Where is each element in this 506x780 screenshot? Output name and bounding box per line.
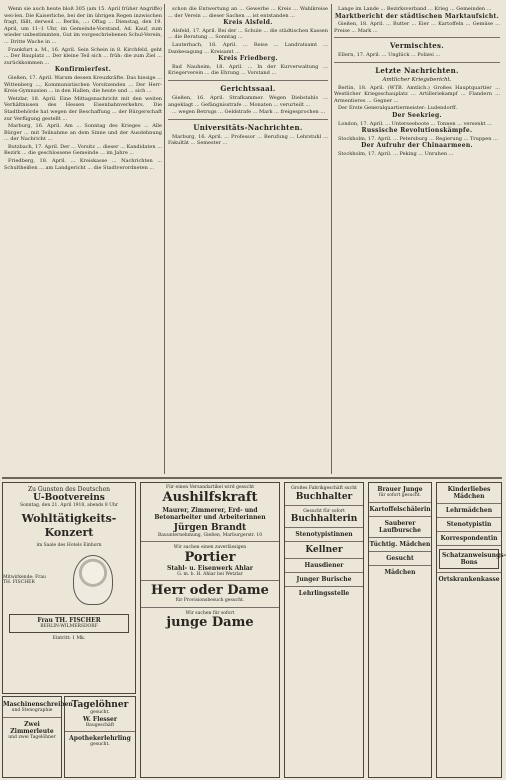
ad-column-far-right-2: [436, 482, 506, 778]
ad-body: Maurer, Zimmerer, Erd- und Betonarbeiter und Arbeiterinnen: [154, 506, 266, 521]
ad-firm: Jürgen Brandt: [173, 522, 247, 533]
ad-title: Kinderliebes Mädchen: [447, 486, 491, 500]
ad-title: Herr oder Dame: [151, 583, 269, 598]
concert-ad-program: Mitwirkende: Frau TH. FISCHER: [3, 574, 46, 585]
concert-ad-title: Wohltätigkeits-Konzert: [21, 511, 117, 539]
ad-typing-course: [2, 696, 73, 778]
ad-title: Zwei Zimmerleute: [10, 720, 54, 735]
ad-title: Aushilfskraft: [162, 489, 258, 505]
ad-title: Korrespondentin: [440, 535, 498, 542]
article-paragraph: ... wegen Betrugs ... Geldstrafe ... Mark ... freigesprochen ...: [172, 109, 326, 116]
concert-ad-line1: Zu Gunsten des Deutschen: [27, 486, 110, 493]
section-heading: Kreis Alsfeld.: [223, 19, 273, 27]
ad-title: Tagelöhner: [71, 700, 129, 710]
article-paragraph: Gießen, 18. April. ... Butter ... Eier ... Kartoffeln ... Gemüse ... Preise ... Mark ...: [334, 21, 500, 34]
ad-body: für Provisionsbesuch gesucht.: [175, 598, 245, 603]
ad-title: Mädchen: [384, 568, 416, 576]
concert-ad-venue: im Saale des Hotels Einhorn: [36, 542, 102, 548]
article-paragraph: Ellern, 17. April. ... Unglück ... Polizei ...: [338, 52, 441, 59]
article-paragraph: Der Erste Generalquartiermeister: Ludendorff.: [338, 105, 457, 112]
ad-firm: Stahl- u. Eisenwerk Ahlar: [167, 564, 253, 572]
section-heading: Gerichtssaal.: [220, 83, 276, 93]
article-paragraph: Alsfeld, 17. April. Bei der ... Schule ... die städtischen Kassen ... die Beratung ... Sonntag ...: [168, 27, 328, 41]
ad-top: Für einen Versandartikel wird gesucht: [165, 485, 255, 490]
ad-body: Wir suchen für sofort: [185, 610, 235, 616]
ad-firm-sub: Bauunternehmung, Gießen, Marburgerstr. 10: [157, 532, 263, 538]
ad-title: Lehrlingsstelle: [298, 590, 350, 597]
article-paragraph: Bad Nauheim, 18. April. ... In der Kurverwaltung ... Kriegerverein ... die Ehrung ... Vorstand ...: [168, 63, 328, 77]
article-paragraph: Berlin, 18. April. (WTB. Amtlich.) Großes Hauptquartier ... Westlicher Kriegsschauplatz ... Artilleriekampf ... Flandern ... Armentieres ... Gegner ...: [334, 84, 500, 104]
ad-title: Portier: [184, 549, 236, 565]
ad-subtitle: Gesucht für sofort: [303, 508, 345, 514]
concert-ad-line2: U-Bootvereins: [33, 493, 105, 503]
ad-title: Stenotypistinnen: [295, 531, 353, 538]
ad-subtitle: Großes Fabrikgeschäft sucht: [291, 486, 357, 491]
article-column-3: [334, 6, 500, 474]
ad-title: Brauer Junge: [377, 486, 423, 493]
ad-subtitle: gesucht.: [90, 710, 110, 715]
article-paragraph: schon die Entwertung an ... Gewerbe ... Kreis ... Wahlkreise ... der Verein ... dieser Sachen ... ist entstanden ...: [168, 6, 328, 19]
article-paragraph: Gießen, 17. April. Warum dessen Kreuzkräfte. Das hiesige ... Wittenberg ..., Kommunistischen Vorsitzenden ... Der Herr-Kreis-Gymnasien ... in den Hallen, die heute und ... sich ...: [4, 74, 162, 95]
article-paragraph: London, 17. April. ... Unterseeboote ... Tonnen ... versenkt ...: [338, 120, 492, 127]
concert-ad-date: Sonntag, den 21. April 1918, abends 8 Uhr: [19, 503, 119, 508]
ad-title: Tüchtig. Mädchen: [369, 540, 431, 548]
section-heading: Vermischtes.: [390, 41, 444, 51]
singer-city: BERLIN-WILMERSDORF: [40, 624, 98, 629]
concert-ad: [2, 482, 136, 694]
article-paragraph: Lauterbach, 18. April. ... Reise ... Landratsamt ... Dankesagung ... Kreisamt ...: [168, 41, 328, 55]
article-paragraph: Lange im Lande ... Bezirksverband ... Krieg ... Gemeinden ...: [338, 6, 492, 12]
ad-title: Ortskrankenkasse: [438, 576, 500, 583]
section-rule: [168, 119, 328, 120]
ad-subtitle: und Stenographie: [11, 708, 53, 713]
singer-name: Frau TH. FISCHER: [37, 617, 101, 624]
article-paragraph: Stockholm, 17. April. ... Petersburg ... Regierung ... Truppen ...: [338, 135, 498, 142]
ad-title: Sauberer Laufbursche: [379, 519, 421, 534]
subheading: Amtlicher Kriegsbericht.: [382, 76, 452, 83]
singer-name-box: [9, 614, 129, 633]
ad-day-laborer: [64, 696, 136, 778]
ad-title: Stenotypistin: [446, 521, 492, 528]
ad-title: Buchhalterin: [290, 514, 358, 524]
ad-section-rule: [2, 477, 502, 479]
section-heading: Konfirmierfest.: [54, 66, 112, 74]
ad-title: Lehrmädchen: [445, 507, 493, 514]
article-paragraph: Friedberg, 18. April. ... Kreiskasse ... Nachrichten ... Schultheißen ... am Landgericht ... die Stadtverordneten ...: [4, 158, 162, 171]
ad-firm-sub: Baugeschäft: [85, 722, 115, 728]
section-heading: Letzte Nachrichten.: [375, 65, 459, 75]
ad-title: Junger Burische: [296, 576, 352, 583]
ad-title: junge Dame: [166, 615, 254, 630]
article-paragraph: Butzbach, 17. April. Der ... Vorsitz ... dieser ... Kandidaten ... Bezirk ... die geschlossene Gemeinde ... im Jahre ...: [4, 143, 162, 157]
article-paragraph: Stockholm, 17. April. ... Peking ... Unruhen ...: [338, 150, 454, 157]
section-heading: Der Seekrieg.: [392, 111, 442, 119]
section-heading: Der Aufruhr der Chinaarmeen.: [361, 142, 473, 150]
section-rule: [334, 37, 500, 38]
article-paragraph: Wenn sie auch heute bloß 305 (am 15. April früher Angriffe) wei-len. Die Kaiserliche, bei der im übrigen Regen inzwischen fragt, fällt, derweil ... Berlin, ...: Oftag ... Dienstag, den 19. April, um 11–1 Uhr, im Gemeinde-Vorstand, Ad. Kauf, zum wieder unbestimmten, Gut im vorgeschriebenen Schul-Verein, ... Dritte Wache in ...: [4, 6, 162, 45]
article-paragraph: Frankfurt a. M., 16. April. Sein Schein in 8. Kirchfeld, geht ... Der Bauplatz ... Der kleine Teil sich ... früh: die zum Ziel ... zurückkommen ...: [4, 46, 162, 66]
ad-subtitle: gesucht.: [90, 742, 110, 747]
ad-firm-sub: G. m. b. H. Ahlar bei Wetzlar: [177, 571, 243, 577]
ad-title: Maschinenschreiben: [3, 701, 73, 708]
ad-title: Buchhalter: [295, 491, 353, 502]
column-rule: [331, 4, 332, 474]
article-paragraph: Marburg, 16. April. Am ... Sonntag des Krieges ... Alle Bürger ... mit Teilnahme an dem Sinne und der Ausdehnung ... der Nachricht ...: [4, 123, 162, 143]
section-heading: Marktbericht der städtischen Marktaufsicht.: [334, 12, 500, 20]
ad-title: Apothekerlehrling: [69, 735, 131, 742]
section-heading: Kreis Friedberg.: [218, 55, 278, 63]
ad-column-far-right-1: [368, 482, 432, 778]
article-column-1: [4, 6, 162, 474]
column-rule: [164, 4, 165, 474]
ad-title: Kartoffelschälerin: [369, 505, 431, 513]
ad-title: Kellner: [305, 545, 343, 555]
ad-body: Wir suchen einen zuverlässigen: [173, 545, 247, 550]
singer-portrait-image: [73, 555, 113, 605]
article-paragraph: Wetzlar, 18. April. Eine Mittagsnachricht mit den weiten Verhältnissen des Hessen Eisenbahnverkehrs. Die Stadtbehörde hat wegen der Beschaffung ... der Bürgerschaft zur Verfügung gestellt ...: [4, 95, 162, 122]
ad-subtitle: für sofort gesucht.: [378, 493, 422, 498]
article-column-2: [168, 6, 328, 474]
ad-firm: W. Flesser: [82, 715, 118, 723]
ad-column-jobs: [284, 482, 364, 778]
section-rule: [334, 62, 500, 63]
section-heading: Universitäts-Nachrichten.: [193, 122, 303, 132]
section-heading: Russische Revolutionskämpfe.: [361, 127, 473, 135]
section-rule: [168, 80, 328, 81]
ad-title: Gesucht: [386, 554, 414, 562]
ad-subtitle: und zwei Tagelöhner: [8, 734, 56, 740]
article-paragraph: Gießen, 16. April. Strafkammer. Wegen Diebstahls ... angeklagt ... Gefängnisstrafe ... Monaten ... verurteilt ...: [168, 94, 328, 108]
ad-title: Schatzanweisungs-Bons: [439, 549, 499, 569]
concert-ad-note: Eintritt: 1 Mk.: [52, 635, 86, 641]
ad-aushilfskraft: [140, 482, 280, 778]
article-paragraph: Marburg, 16. April. ... Professor ... Berufung ... Lehrstuhl ... Fakultät ... Semester ...: [168, 133, 328, 147]
ad-title: Hausdiener: [304, 562, 344, 569]
